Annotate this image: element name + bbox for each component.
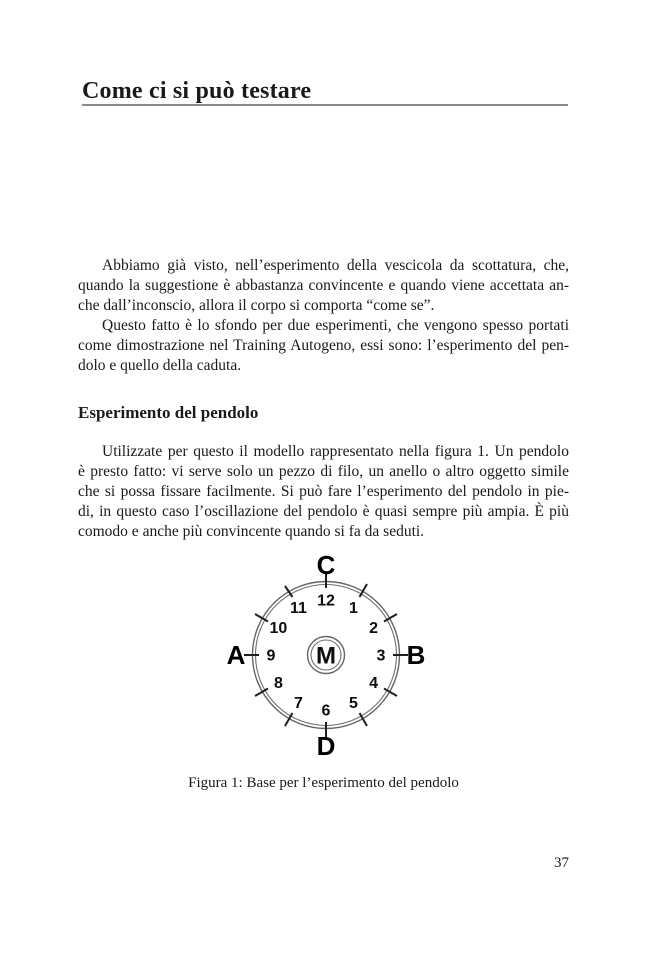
cardinal-label-left: A [226,640,246,671]
hour-label-11: 11 [290,600,307,617]
text-line: dolo e quello della caduta. [78,357,242,374]
cardinal-label-right: B [406,640,426,671]
title-rule [82,104,568,106]
text-line: come dimostrazione nel Training Autogeno, essi sono: l’esperimento del pen- [78,337,569,354]
hour-label-2: 2 [369,620,379,638]
figure-caption: Figura 1: Base per l’esperimento del pendolo [188,775,459,791]
hour-label-4: 4 [369,675,379,693]
hour-label-5: 5 [349,695,358,713]
text-line: è presto fatto: vi serve solo un pezzo di filo, un anello o altro oggetto simile [78,463,569,480]
hour-label-7: 7 [294,695,303,713]
text-line: Utilizzate per questo il modello rappresentato nella figura 1. Un pendolo [102,443,569,460]
cardinal-label-top: C [316,550,336,581]
hour-label-1: 1 [349,600,358,617]
hour-label-9: 9 [266,647,276,665]
page-number: 37 [554,855,569,871]
text-line: Questo fatto è lo sfondo per due esperimenti, che vengono spesso portati [102,317,569,334]
center-label: M [316,642,336,670]
hour-label-10: 10 [269,620,288,638]
text-line: che si possa fissare facilmente. Si può fare l’esperimento del pendolo in pie- [78,483,569,500]
hour-label-12: 12 [317,592,335,610]
hour-label-8: 8 [273,675,283,693]
text-line: quando la suggestione è abbastanza convincente e quando viene accettata an- [78,277,569,294]
pendulum-clock-figure [196,525,456,785]
cardinal-label-bottom: D [316,731,336,762]
hour-label-6: 6 [321,702,331,720]
section-heading: Esperimento del pendolo [78,403,259,422]
text-line: che dall’inconscio, allora il corpo si comporta “come se”. [78,297,435,314]
hour-label-3: 3 [376,647,386,665]
text-line: comodo e anche più convincente quando si fa da seduti. [78,523,425,540]
text-line: Abbiamo già visto, nell’esperimento della vescicola da scottatura, che, [102,257,569,274]
clock-face-diagram [196,525,456,785]
paragraph-1 [78,256,569,316]
paragraph-2 [78,316,569,376]
text-line: di, in questo caso l’oscillazione del pendolo è quasi sempre più ampia. È più [78,503,569,520]
page-title: Come ci si può testare [82,78,312,104]
